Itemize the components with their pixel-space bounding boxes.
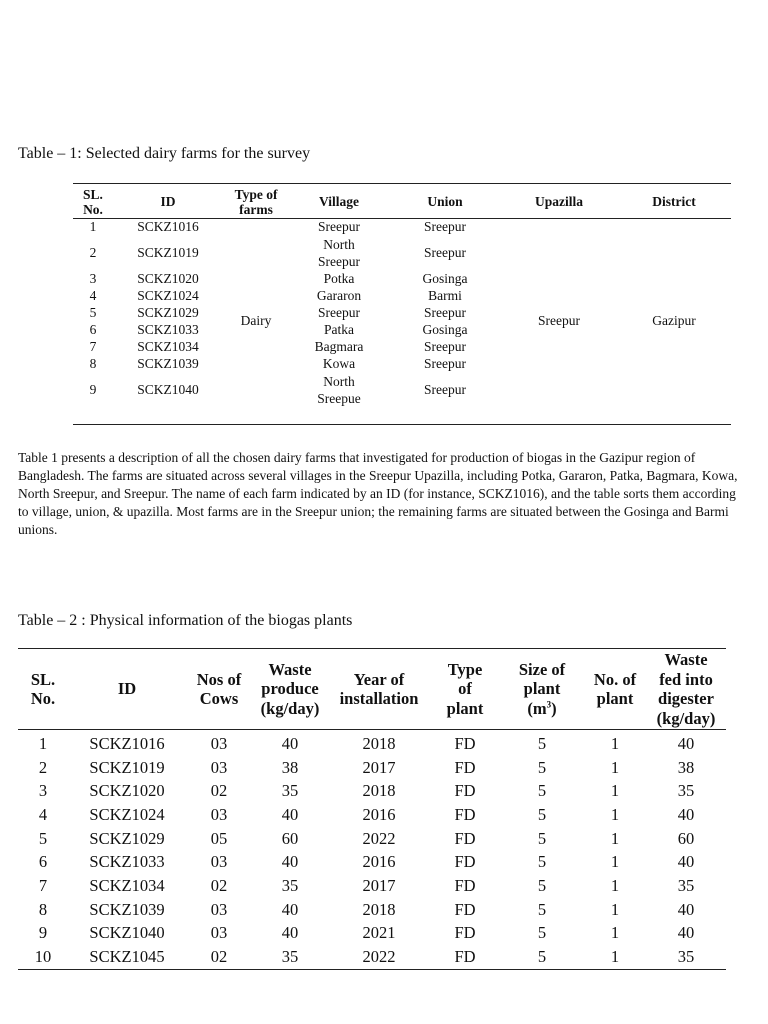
cell-cows: 03 xyxy=(210,733,228,753)
cell-upazilla: Sreepur xyxy=(538,313,580,329)
cell-sl: 8 xyxy=(38,899,48,919)
cell-waste: 40 xyxy=(281,852,299,872)
table-row xyxy=(18,803,726,827)
cell-union: Sreepur xyxy=(424,339,466,355)
cell-nplant: 1 xyxy=(610,733,620,753)
cell-union: Sreepur xyxy=(424,245,466,261)
cell-sl: 4 xyxy=(89,288,97,304)
biogas-plants-table xyxy=(18,648,726,970)
cell-year: 2022 xyxy=(362,828,396,848)
cell-union: Sreepur xyxy=(424,356,466,372)
cell-type: FD xyxy=(454,781,476,801)
cell-cows: 02 xyxy=(210,947,228,967)
cell-type: FD xyxy=(454,804,476,824)
description-paragraph: Table 1 presents a description of all the chosen dairy farms that investigated for production of biogas in the Gazipur region of Bangladesh. The farms are situated across several villages in the Sreepur Upazilla, including Potka, Gararon, Patka, Bagmara, Kowa, North Sreepur, and Sreepur. The name of each farm indicated by an ID (for instance, SCKZ1016), and the table sorts them according to village, union, & upazilla. Most farms are in the Sreepur union; the remaining farms are situated between the Gosinga and Barmi unions. xyxy=(18,450,738,537)
cell-size: 5 xyxy=(537,875,547,895)
cell-union: Sreepur xyxy=(424,382,466,398)
cell-size: 5 xyxy=(537,781,547,801)
cell-id: SCKZ1034 xyxy=(89,875,165,895)
cell-waste: 40 xyxy=(281,899,299,919)
cell-size: 5 xyxy=(537,899,547,919)
cell-cows: 05 xyxy=(210,828,228,848)
cell-id: SCKZ1045 xyxy=(89,947,165,967)
header-waste-produce: Waste produce (kg/day) xyxy=(252,649,328,730)
header-type-of-farms: Type of farms xyxy=(223,184,289,219)
cell-year: 2018 xyxy=(362,899,396,919)
cell-sl: 2 xyxy=(38,757,48,777)
cell-union: Gosinga xyxy=(422,322,468,338)
table-row xyxy=(73,219,731,237)
header-id: ID xyxy=(68,649,186,730)
table-row xyxy=(18,827,726,851)
cell-size: 5 xyxy=(537,757,547,777)
cell-type: FD xyxy=(454,923,476,943)
cell-size: 5 xyxy=(537,733,547,753)
dairy-farms-table xyxy=(73,183,731,425)
cell-village: Potka xyxy=(323,271,355,287)
cell-sl: 4 xyxy=(38,804,48,824)
table-row xyxy=(18,756,726,780)
header-district: District xyxy=(617,184,731,219)
cell-type: FD xyxy=(454,757,476,777)
cell-cows: 03 xyxy=(210,923,228,943)
table-row xyxy=(18,945,726,969)
header-sl-no: SL. No. xyxy=(18,649,68,730)
cell-village: Sreepur xyxy=(318,219,360,235)
cell-waste: 40 xyxy=(281,804,299,824)
header-id: ID xyxy=(113,184,223,219)
header-type-of-plant: Type of plant xyxy=(430,649,500,730)
cell-cows: 02 xyxy=(210,875,228,895)
cell-id: SCKZ1019 xyxy=(89,757,165,777)
cell-year: 2016 xyxy=(362,804,396,824)
cell-size: 5 xyxy=(537,828,547,848)
cell-sl: 3 xyxy=(89,271,97,287)
cell-fed: 40 xyxy=(677,923,695,943)
cell-sl: 5 xyxy=(89,305,97,321)
cell-nplant: 1 xyxy=(610,804,620,824)
cell-size: 5 xyxy=(537,947,547,967)
cell-size: 5 xyxy=(537,852,547,872)
cell-size: 5 xyxy=(537,923,547,943)
cell-fed: 35 xyxy=(677,875,695,895)
cell-type-of-farm: Dairy xyxy=(240,313,272,329)
cell-nplant: 1 xyxy=(610,852,620,872)
table2-header-row xyxy=(18,649,726,730)
cell-fed: 38 xyxy=(677,757,695,777)
cell-id: SCKZ1034 xyxy=(137,339,199,355)
cell-size: 5 xyxy=(537,804,547,824)
cell-waste: 40 xyxy=(281,733,299,753)
cell-nplant: 1 xyxy=(610,923,620,943)
cell-id: SCKZ1029 xyxy=(137,305,199,321)
table-row xyxy=(18,730,726,756)
cell-village: North Sreepue xyxy=(317,374,361,406)
cell-year: 2018 xyxy=(362,733,396,753)
cell-fed: 35 xyxy=(677,947,695,967)
cell-fed: 40 xyxy=(677,852,695,872)
cell-cows: 03 xyxy=(210,757,228,777)
cell-cows: 03 xyxy=(210,804,228,824)
cell-sl: 6 xyxy=(38,852,48,872)
cell-id: SCKZ1024 xyxy=(89,804,165,824)
header-size-of-plant: Size of plant $(m^3)$ xyxy=(500,649,584,730)
table1-header-row xyxy=(73,184,731,219)
cell-village: Gararon xyxy=(316,288,362,304)
table-row xyxy=(18,874,726,898)
cell-id: SCKZ1039 xyxy=(89,899,165,919)
header-village: Village xyxy=(289,184,389,219)
table-row xyxy=(18,850,726,874)
cell-sl: 3 xyxy=(38,781,48,801)
cell-union: Gosinga xyxy=(422,271,468,287)
cell-id: SCKZ1040 xyxy=(137,382,199,398)
cell-village: Kowa xyxy=(322,356,356,372)
cell-union: Barmi xyxy=(428,288,462,304)
cell-sl: 7 xyxy=(89,339,97,355)
cell-fed: 40 xyxy=(677,899,695,919)
header-upazilla: Upazilla xyxy=(501,184,617,219)
cell-id: SCKZ1033 xyxy=(89,852,165,872)
cell-id: SCKZ1024 xyxy=(137,288,199,304)
cell-sl: 1 xyxy=(38,733,48,753)
cell-id: SCKZ1020 xyxy=(89,781,165,801)
table1-caption: Table – 1: Selected dairy farms for the survey xyxy=(18,145,311,162)
cell-waste: 35 xyxy=(281,875,299,895)
cell-type: FD xyxy=(454,852,476,872)
table2-caption: Table – 2 : Physical information of the biogas plants xyxy=(18,612,353,629)
cell-sl: 6 xyxy=(89,322,97,338)
cell-year: 2017 xyxy=(362,875,396,895)
cell-id: SCKZ1019 xyxy=(137,245,199,261)
table-row xyxy=(18,922,726,946)
cell-year: 2021 xyxy=(362,923,396,943)
cell-type: FD xyxy=(454,875,476,895)
cell-waste: 60 xyxy=(281,828,299,848)
cell-village: Patka xyxy=(324,322,354,338)
cell-type: FD xyxy=(454,899,476,919)
cell-district: Gazipur xyxy=(652,313,696,329)
cell-fed: 35 xyxy=(677,781,695,801)
cell-sl: 7 xyxy=(38,875,48,895)
cell-nplant: 1 xyxy=(610,757,620,777)
cell-sl: 1 xyxy=(89,219,97,235)
cell-sl: 9 xyxy=(38,923,48,943)
cell-year: 2017 xyxy=(362,757,396,777)
cell-fed: 60 xyxy=(677,828,695,848)
cell-fed: 40 xyxy=(677,804,695,824)
cell-fed: 40 xyxy=(677,733,695,753)
cell-type: FD xyxy=(454,733,476,753)
table-row xyxy=(18,779,726,803)
cell-village: North Sreepur xyxy=(318,237,360,269)
cell-id: SCKZ1040 xyxy=(89,923,165,943)
cell-cows: 02 xyxy=(210,781,228,801)
cell-id: SCKZ1016 xyxy=(137,219,199,235)
cell-village: Bagmara xyxy=(314,339,364,355)
cell-nplant: 1 xyxy=(610,899,620,919)
cell-nplant: 1 xyxy=(610,828,620,848)
cell-id: SCKZ1016 xyxy=(89,733,165,753)
cell-year: 2016 xyxy=(362,852,396,872)
cell-id: SCKZ1020 xyxy=(137,271,199,287)
cell-sl: 8 xyxy=(89,356,97,372)
cell-id: SCKZ1029 xyxy=(89,828,165,848)
header-year-of-installation: Year of installation xyxy=(328,649,430,730)
cell-sl: 5 xyxy=(38,828,48,848)
cell-sl: 9 xyxy=(89,382,97,398)
header-nos-of-cows: Nos of Cows xyxy=(186,649,252,730)
header-union: Union xyxy=(389,184,501,219)
cell-waste: 38 xyxy=(281,757,299,777)
cell-waste: 40 xyxy=(281,923,299,943)
cell-sl: 10 xyxy=(34,947,52,967)
cell-union: Sreepur xyxy=(424,305,466,321)
table-row xyxy=(18,898,726,922)
cell-id: SCKZ1033 xyxy=(137,322,199,338)
cell-year: 2022 xyxy=(362,947,396,967)
cell-nplant: 1 xyxy=(610,875,620,895)
cell-waste: 35 xyxy=(281,947,299,967)
cell-id: SCKZ1039 xyxy=(137,356,199,372)
cell-year: 2018 xyxy=(362,781,396,801)
cell-cows: 03 xyxy=(210,852,228,872)
cell-cows: 03 xyxy=(210,899,228,919)
cell-type: FD xyxy=(454,828,476,848)
cell-union: Sreepur xyxy=(424,219,466,235)
header-sl-no: SL. No. xyxy=(73,184,113,219)
cell-village: Sreepur xyxy=(318,305,360,321)
cell-nplant: 1 xyxy=(610,947,620,967)
header-waste-fed-into-digester: Waste fed into digester (kg/day) xyxy=(646,649,726,730)
header-no-of-plant: No. of plant xyxy=(584,649,646,730)
cell-waste: 35 xyxy=(281,781,299,801)
cell-sl: 2 xyxy=(89,245,97,261)
cell-type: FD xyxy=(454,947,476,967)
cell-nplant: 1 xyxy=(610,781,620,801)
